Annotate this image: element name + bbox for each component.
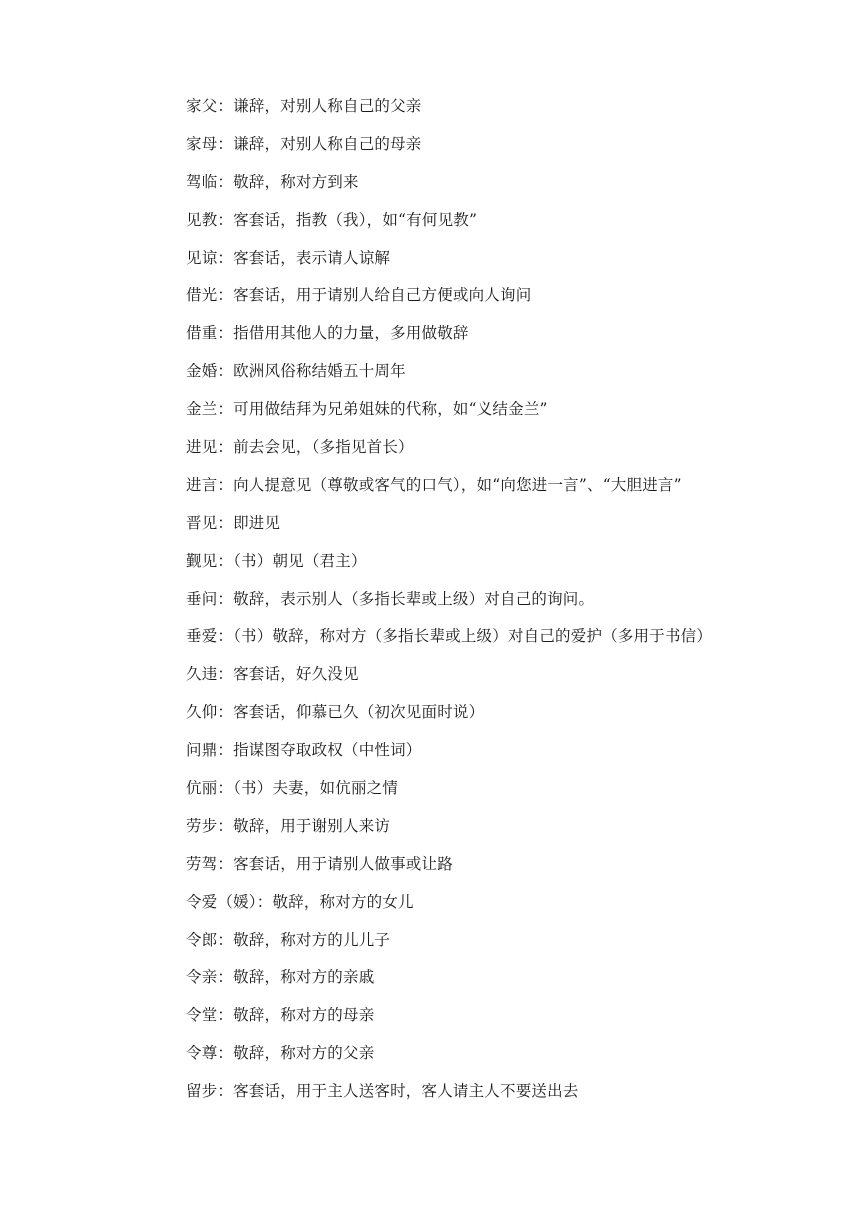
list-item: 令郎：敬辞，称对方的儿儿子: [186, 930, 391, 949]
list-item: 留步：客套话，用于主人送客时，客人请主人不要送出去: [186, 1082, 579, 1101]
list-item: 劳步：敬辞，用于谢别人来访: [186, 816, 391, 835]
list-item: 借光：客套话，用于请别人给自己方便或向人询问: [186, 286, 532, 305]
list-item: 问鼎：指谋图夺取政权（中性词）: [186, 741, 422, 760]
list-item: 借重：指借用其他人的力量，多用做敬辞: [186, 324, 469, 343]
list-item: 垂爱：（书）敬辞，称对方（多指长辈或上级）对自己的爱护（多用于书信）: [186, 627, 713, 646]
list-item: 见谅：客套话，表示请人谅解: [186, 248, 391, 267]
list-item: 久仰：客套话，仰慕已久（初次见面时说）: [186, 703, 485, 722]
entry-list: [186, 92, 712, 1115]
list-item: 进言：向人提意见（尊敬或客气的口气），如“向您进一言”、“大胆进言”: [186, 475, 682, 494]
list-item: 家母：谦辞，对别人称自己的母亲: [186, 134, 422, 153]
list-item: 见教：客套话，指教（我），如“有何见教”: [186, 210, 478, 229]
list-item: 觐见：（书）朝见（君主）: [186, 551, 367, 570]
list-item: 垂问：敬辞，表示别人（多指长辈或上级）对自己的询问。: [186, 589, 595, 608]
list-item: 金婚：欧洲风俗称结婚五十周年: [186, 362, 406, 381]
list-item: 令堂：敬辞，称对方的母亲: [186, 1006, 375, 1025]
list-item: 伉丽：（书）夫妻，如伉丽之情: [186, 779, 399, 798]
list-item: 家父：谦辞，对别人称自己的父亲: [186, 97, 422, 115]
list-item: 金兰：可用做结拜为兄弟姐妹的代称，如“义结金兰”: [186, 400, 548, 419]
list-item: 晋见：即进见: [186, 513, 281, 532]
list-item: 令尊：敬辞，称对方的父亲: [186, 1044, 375, 1063]
list-item: 令爱（媛）：敬辞，称对方的女儿: [186, 892, 414, 911]
list-item: 劳驾：客套话，用于请别人做事或让路: [186, 854, 453, 873]
list-item: 驾临：敬辞，称对方到来: [186, 172, 359, 191]
list-item: 令亲：敬辞，称对方的亲戚: [186, 968, 375, 987]
list-item: 久违：客套话，好久没见: [186, 665, 359, 684]
list-item: 进见：前去会见，（多指见首长）: [186, 438, 414, 457]
